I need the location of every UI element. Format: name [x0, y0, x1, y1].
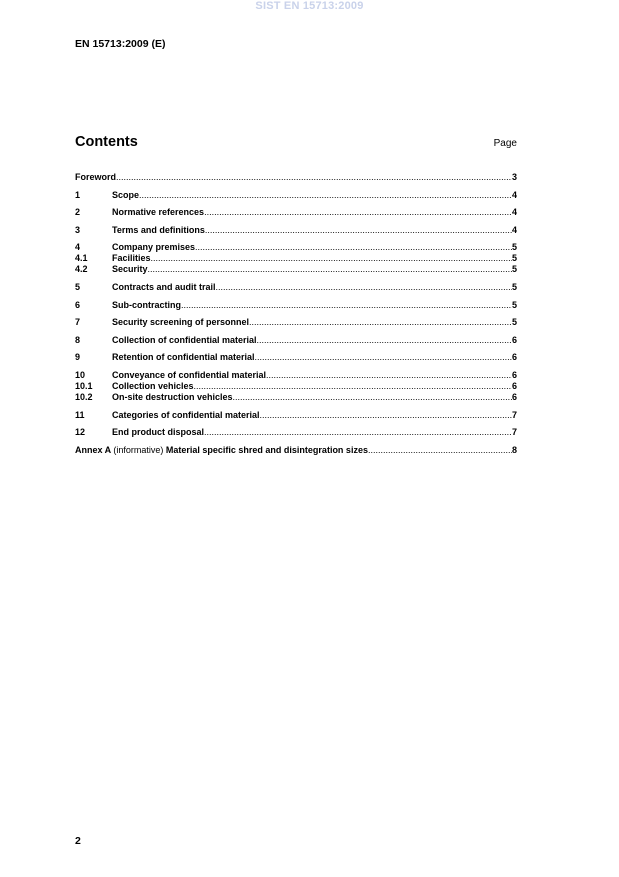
page-number: 2: [75, 835, 81, 847]
toc-entry-page: 4: [511, 224, 517, 235]
toc-subentry[interactable]: [75, 381, 517, 392]
page-column-label: Page: [493, 138, 517, 149]
table-of-contents: [75, 172, 517, 456]
toc-entry-label: Facilities: [112, 253, 151, 264]
toc-entry[interactable]: [75, 427, 517, 438]
toc-subentry[interactable]: [75, 392, 517, 403]
toc-entry-number: 6: [75, 299, 81, 310]
toc-entry-page: 3: [511, 172, 517, 182]
dot-leader: [233, 392, 512, 403]
dot-leader: [194, 381, 512, 392]
dot-leader: [368, 445, 512, 456]
toc-annex-label: [75, 445, 368, 456]
toc-entry-number: 11: [75, 409, 85, 420]
toc-entry-label: Collection of confidential material: [112, 334, 257, 345]
toc-entry-label: On-site destruction vehicles: [112, 391, 233, 402]
dot-leader: [260, 410, 512, 421]
toc-entry-number: 10: [75, 369, 86, 380]
toc-entry-label: Collection vehicles: [112, 380, 194, 391]
document-identifier: EN 15713:2009 (E): [75, 38, 166, 50]
dot-leader: [204, 427, 512, 438]
toc-entry-label: Sub-contracting: [112, 299, 181, 310]
toc-entry[interactable]: [75, 190, 517, 201]
toc-entry-page: 6: [511, 369, 517, 380]
dot-leader: [249, 317, 512, 328]
toc-entry-label: Conveyance of confidential material: [112, 369, 267, 380]
toc-entry[interactable]: [75, 300, 517, 311]
toc-entry-label: Security screening of personnel: [112, 317, 250, 328]
toc-entry-label: Scope: [112, 189, 140, 200]
dot-leader: [181, 300, 512, 311]
toc-entry-page: 6: [511, 352, 517, 363]
toc-subentry[interactable]: [75, 253, 517, 264]
toc-entry-number: 12: [75, 427, 86, 438]
toc-entry-page: 7: [511, 409, 517, 420]
dot-leader: [195, 242, 512, 253]
toc-entry-foreword[interactable]: [75, 172, 517, 183]
toc-entry-page: 6: [511, 334, 517, 345]
toc-entry-number: 8: [75, 334, 81, 345]
toc-entry[interactable]: [75, 207, 517, 218]
toc-entry-number: 9: [75, 352, 81, 363]
toc-entry-label: Security: [112, 264, 148, 275]
toc-entry-page: 7: [511, 427, 517, 438]
watermark: SIST EN 15713:2009: [255, 0, 364, 12]
toc-entry-number: 3: [75, 224, 81, 235]
dot-leader: [255, 352, 512, 363]
toc-entry-number: 4.2: [75, 264, 88, 275]
dot-leader: [116, 172, 512, 183]
toc-entry-number: 1: [75, 189, 81, 200]
contents-title: Contents: [75, 134, 138, 150]
toc-entry-number: 7: [75, 317, 81, 328]
toc-entry-page: 8: [511, 444, 517, 455]
dot-leader: [205, 225, 512, 236]
toc-entry-number: 2: [75, 207, 81, 218]
toc-entry[interactable]: [75, 370, 517, 381]
toc-entry-number: 10.2: [75, 391, 93, 402]
dot-leader: [148, 264, 512, 275]
toc-entry-page: 5: [511, 317, 517, 328]
toc-entry-number: 5: [75, 281, 81, 292]
toc-entry-number: 4: [75, 242, 81, 253]
dot-leader: [151, 253, 512, 264]
toc-entry-page: 6: [511, 380, 517, 391]
toc-entry-number: 10.1: [75, 380, 93, 391]
toc-entry-page: 5: [511, 253, 517, 264]
toc-entry-page: 5: [511, 281, 517, 292]
toc-subentry[interactable]: [75, 264, 517, 275]
toc-entry-number: 4.1: [75, 253, 88, 264]
toc-entry-label: Retention of confidential material: [112, 352, 255, 363]
toc-entry[interactable]: [75, 282, 517, 293]
toc-entry-page: 6: [511, 391, 517, 402]
toc-entry-page: 4: [511, 189, 517, 200]
toc-entry[interactable]: [75, 317, 517, 328]
toc-entry[interactable]: [75, 410, 517, 421]
toc-entry-page: 5: [511, 299, 517, 310]
dot-leader: [257, 335, 512, 346]
dot-leader: [216, 282, 512, 293]
toc-entry-label: Categories of confidential material: [112, 409, 260, 420]
dot-leader: [139, 190, 512, 201]
toc-entry-label: Foreword: [75, 172, 117, 182]
toc-entry-page: 5: [511, 242, 517, 253]
dot-leader: [204, 207, 512, 218]
dot-leader: [266, 370, 512, 381]
toc-entry[interactable]: [75, 335, 517, 346]
annex-prefix: Annex A: [75, 444, 111, 455]
toc-entry-annex-a[interactable]: [75, 445, 517, 456]
toc-entry-label: Terms and definitions: [112, 224, 205, 235]
toc-entry[interactable]: [75, 225, 517, 236]
annex-title: Material specific shred and disintegration sizes: [165, 444, 368, 455]
toc-entry-label: Normative references: [112, 207, 205, 218]
toc-entry[interactable]: [75, 352, 517, 363]
toc-entry-label: End product disposal: [112, 427, 205, 438]
toc-entry[interactable]: [75, 242, 517, 253]
annex-qualifier: (informative): [113, 444, 164, 455]
toc-entry-label: Contracts and audit trail: [112, 281, 216, 292]
toc-entry-page: 5: [511, 264, 517, 275]
toc-entry-label: Company premises: [112, 242, 196, 253]
toc-entry-page: 4: [511, 207, 517, 218]
